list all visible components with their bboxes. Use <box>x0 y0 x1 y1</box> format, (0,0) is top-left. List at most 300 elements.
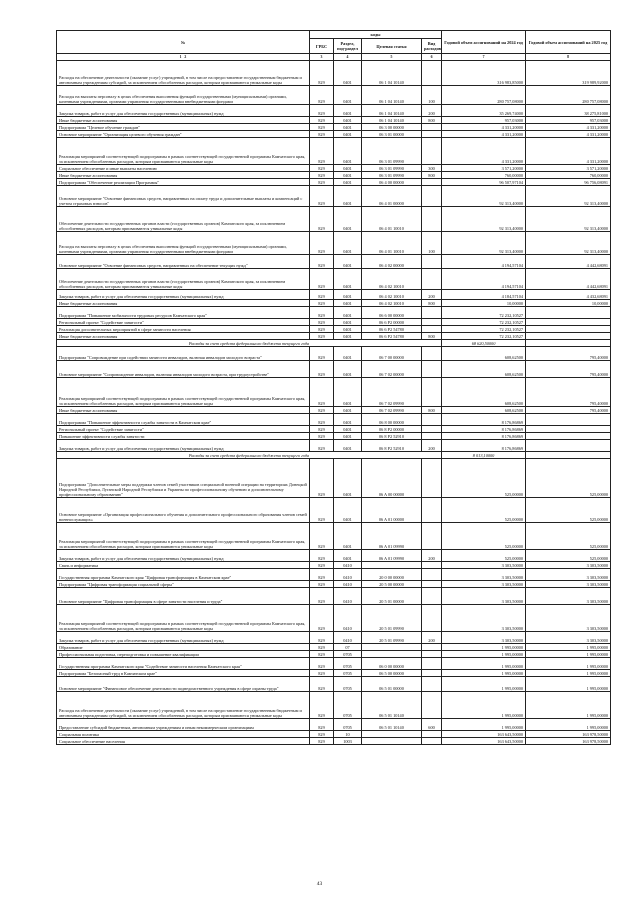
section-code: 0401 <box>334 414 362 426</box>
amount-2025: 3 571,20000 <box>526 165 611 172</box>
target-article-code: 06 7 02 09990 <box>362 378 422 407</box>
amount-2025: 525,00000 <box>526 523 611 550</box>
table-row <box>57 658 611 670</box>
grbs-code: 829 <box>310 498 334 523</box>
target-article-code: 06 4 02 00000 <box>362 255 422 269</box>
amount-2024: 8 176,86869 <box>442 433 526 440</box>
section-code: 0401 <box>334 290 362 300</box>
amount-2025 <box>526 433 611 440</box>
grbs-code: 829 <box>310 117 334 124</box>
table-row <box>57 255 611 269</box>
expense-name: Закупка товаров, работ и услуг для обеспечения государственных (муниципальных) нужд <box>57 105 310 117</box>
target-article-code: 06 4 02 10010 <box>362 300 422 307</box>
amount-2024: 316 983,85000 <box>442 61 526 86</box>
section-code: 0705 <box>334 658 362 670</box>
amount-2025 <box>526 333 611 340</box>
amount-2025: 3 303,50000 <box>526 605 611 632</box>
expense-name: Социальная политика <box>57 731 310 738</box>
amount-2025 <box>526 414 611 426</box>
table-row <box>57 117 611 124</box>
amount-2025 <box>526 307 611 319</box>
table-row <box>57 232 611 255</box>
grbs-code: 829 <box>310 692 334 719</box>
target-article-code: 20 5 00 00000 <box>362 581 422 588</box>
target-article-code: 06 6 00 00000 <box>362 307 422 319</box>
table-row <box>57 172 611 179</box>
funding-note-row <box>57 340 611 347</box>
amount-2025: 92 313,40000 <box>526 232 611 255</box>
expense-type-code: 200 <box>422 105 442 117</box>
amount-2025: 280 757,08000 <box>526 86 611 105</box>
expense-type-code <box>422 124 442 131</box>
expense-type-code <box>422 61 442 86</box>
amount-2024: 92 313,40000 <box>442 207 526 232</box>
expense-type-code <box>422 347 442 361</box>
amount-2025: 319 989,92000 <box>526 61 611 86</box>
target-article-code: 06 3 01 09990 <box>362 165 422 172</box>
expense-name: Расходы на обеспечение деятельности (оказание услуг) учреждений, в том числе на предоставление государственным бюджетным и автономным учреждениям субсидий, за исключением обособленных расходов, которым присваиваются уникальные коды <box>57 692 310 719</box>
grbs-code: 829 <box>310 333 334 340</box>
amount-2024: 68 620,50000 <box>442 340 526 347</box>
grbs-code: 829 <box>310 138 334 165</box>
section-code: 0410 <box>334 588 362 605</box>
section-code: 0401 <box>334 172 362 179</box>
table-row <box>57 632 611 644</box>
target-article-code: 06 5 01 10140 <box>362 692 422 719</box>
amount-2024: 608,62500 <box>442 361 526 378</box>
column-number: 6 <box>422 54 442 61</box>
amount-2025: 4 442,68091 <box>526 269 611 290</box>
grbs-code: 829 <box>310 440 334 452</box>
section-code: 0401 <box>334 319 362 326</box>
amount-2025: 163 978,50000 <box>526 738 611 745</box>
target-article-code: 20 0 00 00000 <box>362 569 422 581</box>
column-header-vid: Вид расходов <box>422 39 442 54</box>
budget-table-sheet <box>56 30 610 745</box>
expense-type-code: 600 <box>422 719 442 731</box>
section-code: 0401 <box>334 498 362 523</box>
expense-name: Основное мероприятие "Финансовое обеспечение деятельности подведомственного учреждения в сфере охраны труда" <box>57 677 310 692</box>
section-code: 0410 <box>334 605 362 632</box>
grbs-code: 829 <box>310 207 334 232</box>
section-code: 0401 <box>334 255 362 269</box>
expense-name: Подпрограмма "Повышение мобильности трудовых ресурсов Камчатского края" <box>57 307 310 319</box>
amount-2025: 4 331,20000 <box>526 124 611 131</box>
column-header-grbs: ГРБС <box>310 39 334 54</box>
table-row <box>57 290 611 300</box>
target-article-code: 06 3 01 09990 <box>362 138 422 165</box>
grbs-code: 829 <box>310 307 334 319</box>
amount-2025: 4 331,20000 <box>526 138 611 165</box>
table-row <box>57 738 611 745</box>
amount-2024: 92 313,40000 <box>442 232 526 255</box>
expense-type-code <box>422 307 442 319</box>
section-code: 0705 <box>334 719 362 731</box>
amount-2024: 608,62500 <box>442 407 526 414</box>
grbs-code: 829 <box>310 433 334 440</box>
expense-name: Социальное обеспечение населения <box>57 738 310 745</box>
amount-2025: 96 756,08091 <box>526 179 611 186</box>
amount-2024: 1 995,00000 <box>442 677 526 692</box>
section-code: 0410 <box>334 581 362 588</box>
funding-note-row <box>57 452 611 459</box>
table-row <box>57 644 611 651</box>
table-row <box>57 731 611 738</box>
section-code: 0705 <box>334 677 362 692</box>
amount-2025: 3 303,50000 <box>526 562 611 569</box>
amount-2025: 525,00000 <box>526 459 611 498</box>
amount-2024: 8 013,10000 <box>442 452 526 459</box>
section-code: 0705 <box>334 651 362 658</box>
expense-name: Закупка товаров, работ и услуг для обеспечения государственных (муниципальных) нужд <box>57 290 310 300</box>
table-row <box>57 677 611 692</box>
amount-2024: 3 303,50000 <box>442 588 526 605</box>
column-header-2025: Годовой объем ассигнований на 2025 год <box>526 31 611 54</box>
amount-2024: 3 303,50000 <box>442 569 526 581</box>
expense-name: Иные бюджетные ассигнования <box>57 117 310 124</box>
grbs-code: 829 <box>310 347 334 361</box>
table-row <box>57 407 611 414</box>
table-body <box>57 61 611 745</box>
expense-name: Основное мероприятие "Освоение финансовых средств, направленных на обеспечение текущих нужд" <box>57 255 310 269</box>
amount-2025 <box>526 340 611 347</box>
amount-2025: 3 303,50000 <box>526 569 611 581</box>
amount-2025: 1 995,00000 <box>526 677 611 692</box>
target-article-code: 06 6 P2 00000 <box>362 319 422 326</box>
amount-2024: 72 232,10527 <box>442 307 526 319</box>
expense-name: Образование <box>57 644 310 651</box>
expense-name: Закупка товаров, работ и услуг для обеспечения государственных (муниципальных) нужд <box>57 550 310 562</box>
table-row <box>57 269 611 290</box>
expense-type-code <box>422 651 442 658</box>
amount-2025: 1 995,00000 <box>526 670 611 677</box>
target-article-code: 06 6 P2 54780 <box>362 326 422 333</box>
column-header-codes: коды <box>310 31 442 39</box>
expense-type-code: 800 <box>422 333 442 340</box>
amount-2024: 1 995,00000 <box>442 644 526 651</box>
expense-type-code <box>422 138 442 165</box>
amount-2024: 1 995,00000 <box>442 651 526 658</box>
amount-2024: 1 995,00000 <box>442 670 526 677</box>
funding-note: Расходы за счет средств федерального бюджета текущего года <box>57 452 442 459</box>
target-article-code: 06 4 01 10010 <box>362 207 422 232</box>
target-article-code: 06 4 01 10010 <box>362 232 422 255</box>
amount-2024: 760,00000 <box>442 172 526 179</box>
expense-type-code: 800 <box>422 172 442 179</box>
expense-type-code <box>422 269 442 290</box>
column-number: 7 <box>442 54 526 61</box>
target-article-code <box>362 738 422 745</box>
amount-2025 <box>526 326 611 333</box>
grbs-code: 829 <box>310 426 334 433</box>
expense-name: Реализация мероприятий соответствующей подпрограммы в рамках соответствующей государственной программы Камчатского края, за исключением обособленных расходов, которым присваиваются уникальные коды <box>57 138 310 165</box>
target-article-code: 06 4 02 10010 <box>362 290 422 300</box>
target-article-code: 20 5 01 00000 <box>362 588 422 605</box>
amount-2024: 608,62500 <box>442 347 526 361</box>
amount-2024: 8 176,86869 <box>442 414 526 426</box>
target-article-code: 06 A 01 00000 <box>362 498 422 523</box>
section-code: 0401 <box>334 207 362 232</box>
amount-2024: 4 194,57104 <box>442 269 526 290</box>
table-row <box>57 719 611 731</box>
section-code: 0401 <box>334 440 362 452</box>
table-row <box>57 550 611 562</box>
amount-2024: 1 995,00000 <box>442 719 526 731</box>
expense-type-code: 800 <box>422 300 442 307</box>
expense-type-code <box>422 186 442 207</box>
target-article-code <box>362 731 422 738</box>
amount-2025: 525,00000 <box>526 550 611 562</box>
section-code: 0401 <box>334 186 362 207</box>
expense-type-code <box>422 731 442 738</box>
target-article-code: 06 8 P2 52910 <box>362 440 422 452</box>
target-article-code: 06 7 02 00000 <box>362 361 422 378</box>
grbs-code: 829 <box>310 738 334 745</box>
grbs-code: 829 <box>310 86 334 105</box>
table-row <box>57 86 611 105</box>
amount-2024: 10,00000 <box>442 300 526 307</box>
table-row <box>57 124 611 131</box>
target-article-code <box>362 644 422 651</box>
amount-2025: 38 275,81000 <box>526 105 611 117</box>
amount-2024: 525,00000 <box>442 459 526 498</box>
section-code: 1003 <box>334 738 362 745</box>
grbs-code: 829 <box>310 550 334 562</box>
expense-name: Связь и информатика <box>57 562 310 569</box>
table-row <box>57 138 611 165</box>
grbs-code: 829 <box>310 731 334 738</box>
amount-2024: 8 176,86869 <box>442 440 526 452</box>
section-code: 0410 <box>334 562 362 569</box>
target-article-code: 06 8 00 00000 <box>362 414 422 426</box>
expense-name: Расходы на выплаты персоналу в целях обеспечения выполнения функций государственными (муниципальными) органами, казенными учреждениями, органами управления государственными внебюджетными фондами <box>57 86 310 105</box>
expense-type-code <box>422 523 442 550</box>
expense-type-code <box>422 569 442 581</box>
amount-2024: 4 194,57104 <box>442 255 526 269</box>
target-article-code: 20 5 01 09990 <box>362 632 422 644</box>
target-article-code: 06 7 02 09990 <box>362 407 422 414</box>
table-row <box>57 581 611 588</box>
expense-type-code <box>422 414 442 426</box>
amount-2024: 4 331,20000 <box>442 138 526 165</box>
section-code: 0401 <box>334 459 362 498</box>
target-article-code: 06 8 P2 00000 <box>362 426 422 433</box>
expense-name: Закупка товаров, работ и услуг для обеспечения государственных (муниципальных) нужд <box>57 632 310 644</box>
budget-table <box>56 30 611 745</box>
section-code: 0401 <box>334 523 362 550</box>
grbs-code: 829 <box>310 677 334 692</box>
grbs-code: 829 <box>310 326 334 333</box>
grbs-code: 829 <box>310 414 334 426</box>
grbs-code: 829 <box>310 523 334 550</box>
amount-2025: 795,40000 <box>526 347 611 361</box>
expense-type-code: 800 <box>422 117 442 124</box>
grbs-code: 829 <box>310 562 334 569</box>
section-code: 0401 <box>334 326 362 333</box>
amount-2025: 1 995,00000 <box>526 651 611 658</box>
expense-name: Реализация мероприятий соответствующей подпрограммы в рамках соответствующей государственной программы Камчатского края, за исключением обособленных расходов, которым присваиваются уникальные коды <box>57 378 310 407</box>
section-code: 0401 <box>334 333 362 340</box>
expense-name: Предоставление субсидий бюджетным, автономным учреждениям и иным некоммерческим организациям <box>57 719 310 731</box>
expense-type-code <box>422 378 442 407</box>
expense-name: Основное мероприятие "Цифровая трансформация в сфере занятости населения и труда" <box>57 588 310 605</box>
expense-name: Реализация мероприятий соответствующей подпрограммы в рамках соответствующей государственной программы Камчатского края, за исключением обособленных расходов, которым присваиваются уникальные коды <box>57 605 310 632</box>
amount-2024: 525,00000 <box>442 550 526 562</box>
section-code: 0401 <box>334 131 362 138</box>
target-article-code <box>362 562 422 569</box>
expense-name: Иные бюджетные ассигнования <box>57 407 310 414</box>
expense-type-code: 200 <box>422 632 442 644</box>
grbs-code: 829 <box>310 319 334 326</box>
expense-type-code <box>422 459 442 498</box>
expense-type-code <box>422 498 442 523</box>
table-row <box>57 186 611 207</box>
target-article-code: 20 5 01 09990 <box>362 605 422 632</box>
amount-2025: 4 442,68091 <box>526 255 611 269</box>
target-article-code <box>362 651 422 658</box>
amount-2024: 3 303,50000 <box>442 581 526 588</box>
expense-name: Подпрограмма "Повышение эффективности службы занятости в Камчатском крае" <box>57 414 310 426</box>
amount-2024: 4 331,20000 <box>442 124 526 131</box>
expense-name: Обеспечение деятельности государственных органов власти (государственных органов) Камчатского края, за исключением обособленных расходов, которым присваиваются уникальные коды <box>57 207 310 232</box>
amount-2025: 1 995,00000 <box>526 719 611 731</box>
grbs-code: 829 <box>310 632 334 644</box>
expense-name: Основное мероприятие "Освоение финансовых средств, направленных на оплату труда и дополнительные выплаты и компенсаций с учетом страховых взносов" <box>57 186 310 207</box>
grbs-code: 829 <box>310 186 334 207</box>
table-row <box>57 605 611 632</box>
target-article-code: 06 5 01 10140 <box>362 719 422 731</box>
expense-type-code: 200 <box>422 550 442 562</box>
expense-name: Подпрограмма "Целевое обучение граждан" <box>57 124 310 131</box>
expense-name: Государственная программа Камчатского края "Содействие занятости населения Камчатского края" <box>57 658 310 670</box>
grbs-code: 829 <box>310 581 334 588</box>
section-code: 0401 <box>334 232 362 255</box>
grbs-code: 829 <box>310 179 334 186</box>
expense-type-code <box>422 179 442 186</box>
grbs-code: 829 <box>310 105 334 117</box>
expense-name: Повышение эффективности службы занятости <box>57 433 310 440</box>
target-article-code: 06 0 00 00000 <box>362 658 422 670</box>
grbs-code: 829 <box>310 232 334 255</box>
amount-2025: 3 303,50000 <box>526 581 611 588</box>
expense-name: Расходы на выплаты персоналу в целях обеспечения выполнения функций государственными (муниципальными) органами, казенными учреждениями, органами управления государственными внебюджетными фондами <box>57 232 310 255</box>
expense-name: Подпрограмма "Дополнительные меры поддержки членов семей участников специальной военной операции на территориях Донецкой Народной Республики, Луганской Народной Республики и Украины по профессиональному обучению и дополнительному профессиональному образованию" <box>57 459 310 498</box>
amount-2025: 3 303,50000 <box>526 632 611 644</box>
section-code: 07 <box>334 644 362 651</box>
amount-2025: 1 995,00000 <box>526 692 611 719</box>
expense-type-code: 300 <box>422 165 442 172</box>
target-article-code: 06 3 00 00000 <box>362 124 422 131</box>
amount-2025: 4 432,68091 <box>526 290 611 300</box>
grbs-code: 829 <box>310 644 334 651</box>
expense-type-code <box>422 326 442 333</box>
expense-name: Основное мероприятие «Организация профессионального обучения и дополнительного профессионального образования членов семей военнослужащих» <box>57 498 310 523</box>
expense-type-code <box>422 588 442 605</box>
amount-2025 <box>526 319 611 326</box>
target-article-code: 06 3 01 09990 <box>362 172 422 179</box>
expense-name: Обеспечение деятельности государственных органов власти (государственных органов) Камчатского края, за исключением обособленных расходов, которым присваиваются уникальные коды <box>57 269 310 290</box>
amount-2024: 96 507,97104 <box>442 179 526 186</box>
expense-type-code <box>422 692 442 719</box>
expense-name: Подпрограмма "Обеспечение реализации Программы" <box>57 179 310 186</box>
table-row <box>57 426 611 433</box>
table-row <box>57 651 611 658</box>
expense-name: Иные бюджетные ассигнования <box>57 333 310 340</box>
table-row <box>57 165 611 172</box>
expense-name: Реализация дополнительных мероприятий в сфере занятости населения <box>57 326 310 333</box>
column-header-name <box>57 31 310 54</box>
column-number: 8 <box>526 54 611 61</box>
amount-2024: 72 232,10527 <box>442 326 526 333</box>
table-row <box>57 131 611 138</box>
grbs-code: 829 <box>310 670 334 677</box>
expense-type-code: 200 <box>422 290 442 300</box>
expense-name: Основное мероприятие "Сопровождение инвалидов, включая инвалидов молодого возраста, при трудоустройстве" <box>57 361 310 378</box>
table-row <box>57 670 611 677</box>
amount-2024: 163 643,50000 <box>442 731 526 738</box>
amount-2025: 795,40000 <box>526 361 611 378</box>
section-code: 0401 <box>334 300 362 307</box>
expense-type-code: 800 <box>422 407 442 414</box>
expense-name: Социальное обеспечение и иные выплаты населению <box>57 165 310 172</box>
expense-type-code: 200 <box>422 440 442 452</box>
expense-type-code <box>422 562 442 569</box>
target-article-code: 06 7 00 00000 <box>362 347 422 361</box>
amount-2025: 163 978,50000 <box>526 731 611 738</box>
amount-2024: 1 995,00000 <box>442 692 526 719</box>
grbs-code: 829 <box>310 361 334 378</box>
section-code: 0401 <box>334 105 362 117</box>
expense-name: Региональный проект "Содействие занятости" <box>57 319 310 326</box>
section-code: 0401 <box>334 269 362 290</box>
expense-type-code <box>422 738 442 745</box>
expense-name: Основное мероприятие "Организация целевого обучения граждан" <box>57 131 310 138</box>
section-code: 0705 <box>334 692 362 719</box>
amount-2025 <box>526 426 611 433</box>
column-header-2024: Годовой объем ассигнований на 2024 год <box>442 31 526 54</box>
section-code: 0705 <box>334 670 362 677</box>
table-row <box>57 179 611 186</box>
amount-2025 <box>526 440 611 452</box>
target-article-code: 06 1 04 10140 <box>362 86 422 105</box>
amount-2024: 4 184,57104 <box>442 290 526 300</box>
expense-type-code <box>422 581 442 588</box>
grbs-code: 829 <box>310 459 334 498</box>
table-row <box>57 433 611 440</box>
amount-2024: 957,03000 <box>442 117 526 124</box>
expense-type-code <box>422 658 442 670</box>
target-article-code: 06 3 01 00000 <box>362 131 422 138</box>
amount-2024: 608,62500 <box>442 378 526 407</box>
grbs-code: 829 <box>310 605 334 632</box>
section-code: 0401 <box>334 117 362 124</box>
table-row <box>57 523 611 550</box>
expense-type-code <box>422 644 442 651</box>
grbs-code: 829 <box>310 407 334 414</box>
expense-name: Региональный проект "Содействие занятости" <box>57 426 310 433</box>
target-article-code: 06 4 01 00000 <box>362 186 422 207</box>
section-code: 0410 <box>334 632 362 644</box>
column-numbers-row <box>57 54 611 61</box>
page-number: 43 <box>316 881 323 887</box>
section-code: 0401 <box>334 550 362 562</box>
amount-2025: 92 313,40000 <box>526 186 611 207</box>
section-code: 0401 <box>334 124 362 131</box>
grbs-code: 829 <box>310 719 334 731</box>
table-row <box>57 333 611 340</box>
amount-2024: 3 571,20000 <box>442 165 526 172</box>
amount-2024: 525,00000 <box>442 498 526 523</box>
